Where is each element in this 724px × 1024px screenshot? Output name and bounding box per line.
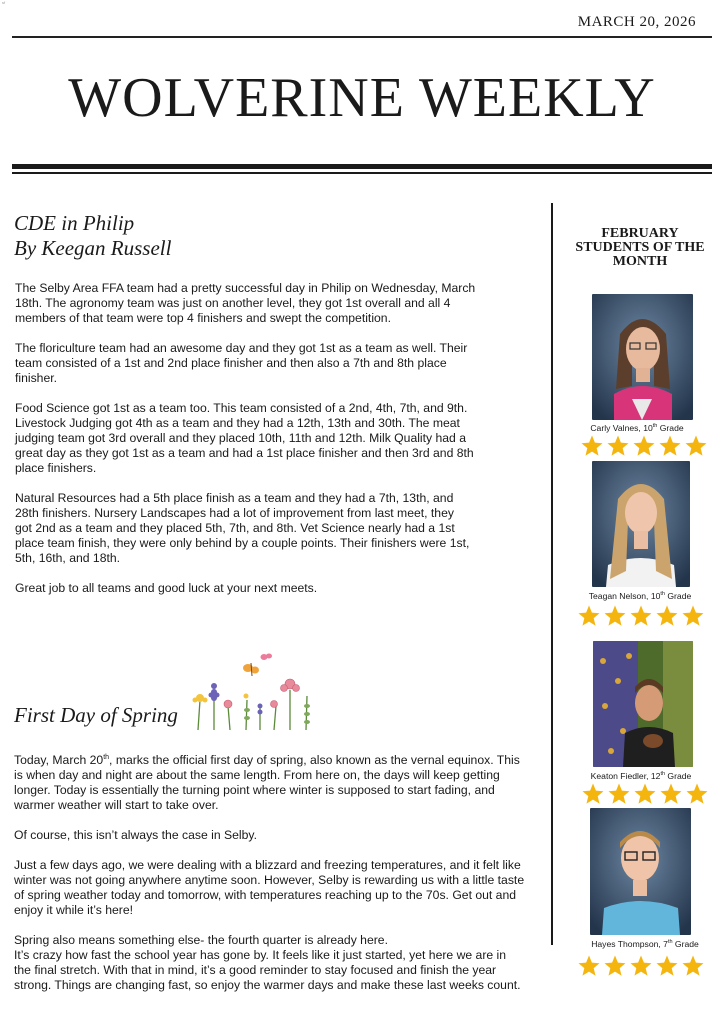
star-icon xyxy=(659,782,683,806)
article-1-paragraph: Natural Resources had a 5th place finish as a team and they had a 7th, 13th, and 28th finishers. Nursery Landscapes had a lot of improvement from last meet, they got 2nd as a team and they placed 5th, 7th, and 8th. Vet Science nearly had a 1st place team finish, they were only behind by a couple points. Their finishers were 1st, 5th, 16th, and 18th. xyxy=(15,491,470,565)
grade-label: Grade xyxy=(657,423,684,433)
article-2-paragraph: Of course, this isn’t always the case in Selby. xyxy=(14,828,257,843)
masthead-title: WOLVERINE WEEKLY xyxy=(68,67,656,129)
intro-text-start: Today, March 20 xyxy=(14,753,104,768)
page-mark: sf xyxy=(2,0,6,5)
intro-superscript: th xyxy=(103,754,110,761)
article-1-byline: By Keegan Russell xyxy=(14,236,172,260)
star-icon xyxy=(603,954,627,978)
article-2-intro xyxy=(14,750,534,813)
grade-superscript: th xyxy=(667,939,673,946)
intro-text-end: , marks the official first day of spring, also known as the vernal equinox. This is when day and night are about the same length. From here on, the days will keep getting longer. Today is essentially the turning point where winter is supposed to start fading, and warmer weather will start to take over. xyxy=(14,753,520,813)
sidebar-title xyxy=(562,227,718,269)
article-1-headline xyxy=(14,211,171,261)
grade-superscript: th xyxy=(660,591,665,598)
star-rating xyxy=(580,434,708,458)
star-icon xyxy=(658,434,682,458)
star-icon xyxy=(685,782,709,806)
student-name: Teagan Nelson, 10 xyxy=(588,591,661,601)
sidebar-title-line: STUDENTS OF THE xyxy=(575,240,705,255)
star-icon xyxy=(655,954,679,978)
student-caption xyxy=(556,771,724,781)
grade-label: Grade xyxy=(664,591,692,601)
star-icon xyxy=(629,604,653,628)
star-icon xyxy=(629,954,653,978)
flowers-icon xyxy=(186,648,322,732)
article-1-body xyxy=(15,281,535,596)
sidebar-title-line: MONTH xyxy=(612,254,668,269)
grade-label: Grade xyxy=(665,771,692,781)
star-icon xyxy=(577,604,601,628)
star-icon xyxy=(603,604,627,628)
article-1-title: CDE in Philip xyxy=(14,211,135,235)
article-1-paragraph: The Selby Area FFA team had a pretty successful day in Philip on Wednesday, March 18th. The agronomy team was just on another level, they got 1st overall and all 4 members of that team were top 4 finishers and swept the competition. xyxy=(15,281,476,325)
student-photo xyxy=(590,808,691,935)
star-rating xyxy=(577,604,705,628)
article-2-paragraph: Spring also means something else- the fourth quarter is already here. It’s crazy how fast the school year has gone by. It feels like it just started, yet here we are in the final stretch. With that in mind, it’s a good reminder to stay focused and finish the year strong. Things are changing fast, so enjoy the warmer days and make these last weeks count. xyxy=(14,933,521,993)
student-name: Carly Valnes, 10 xyxy=(590,423,653,433)
star-icon xyxy=(681,954,705,978)
spring-flowers-illustration xyxy=(186,648,322,732)
star-rating xyxy=(577,954,705,978)
student-name: Keaton Fiedler, 12 xyxy=(590,771,661,781)
article-2-paragraph: Just a few days ago, we were dealing with a blizzard and freezing temperatures, and it felt like winter was not going anywhere anytime soon. However, Selby is rewarding us with a little taste of spring weather today and tomorrow, with temperatures reaching up to the 70s. Get out and enjoy it while it’s here! xyxy=(14,858,525,918)
star-icon xyxy=(581,782,605,806)
masthead-rule-thin xyxy=(12,172,712,174)
sidebar-title-line: FEBRUARY xyxy=(601,226,679,241)
star-icon xyxy=(632,434,656,458)
star-icon xyxy=(684,434,708,458)
masthead-rule-thick xyxy=(12,164,712,169)
article-1-paragraph: The floriculture team had an awesome day and they got 1st as a team as well. Their team consisted of a 1st and 2nd place finisher and then also a 7th and 8th place finisher. xyxy=(15,341,468,385)
student-caption xyxy=(560,939,724,949)
article-1-paragraph: Great job to all teams and good luck at your next meets. xyxy=(15,581,318,595)
star-icon xyxy=(577,954,601,978)
student-photo xyxy=(593,641,693,767)
star-rating xyxy=(581,782,709,806)
top-rule xyxy=(12,36,712,38)
article-2-title: First Day of Spring xyxy=(14,703,178,727)
grade-superscript: th xyxy=(652,423,658,430)
star-icon xyxy=(633,782,657,806)
student-photo xyxy=(592,294,693,420)
article-2-body xyxy=(14,750,534,993)
student-caption xyxy=(552,423,722,433)
grade-label: Grade xyxy=(672,939,699,949)
student-name: Hayes Thompson, 7 xyxy=(591,939,668,949)
star-icon xyxy=(655,604,679,628)
star-icon xyxy=(681,604,705,628)
grade-superscript: th xyxy=(660,771,666,778)
article-1-paragraph: Food Science got 1st as a team too. This team consisted of a 2nd, 4th, 7th, and 9th. Livestock Judging got 4th as a team and they had a 12th, 13th and 30th. The meat judging team got 3rd overall and they placed 10th, 11th and 12th. Milk Quality had a great day as they got 1st as a team and had a 1st place finisher and then 3rd and 8th place finishers. xyxy=(15,401,474,475)
star-icon xyxy=(607,782,631,806)
star-icon xyxy=(606,434,630,458)
column-divider xyxy=(551,203,553,945)
star-icon xyxy=(580,434,604,458)
student-photo xyxy=(592,461,690,587)
issue-date: MARCH 20, 2026 xyxy=(577,14,696,30)
student-caption xyxy=(555,591,724,601)
